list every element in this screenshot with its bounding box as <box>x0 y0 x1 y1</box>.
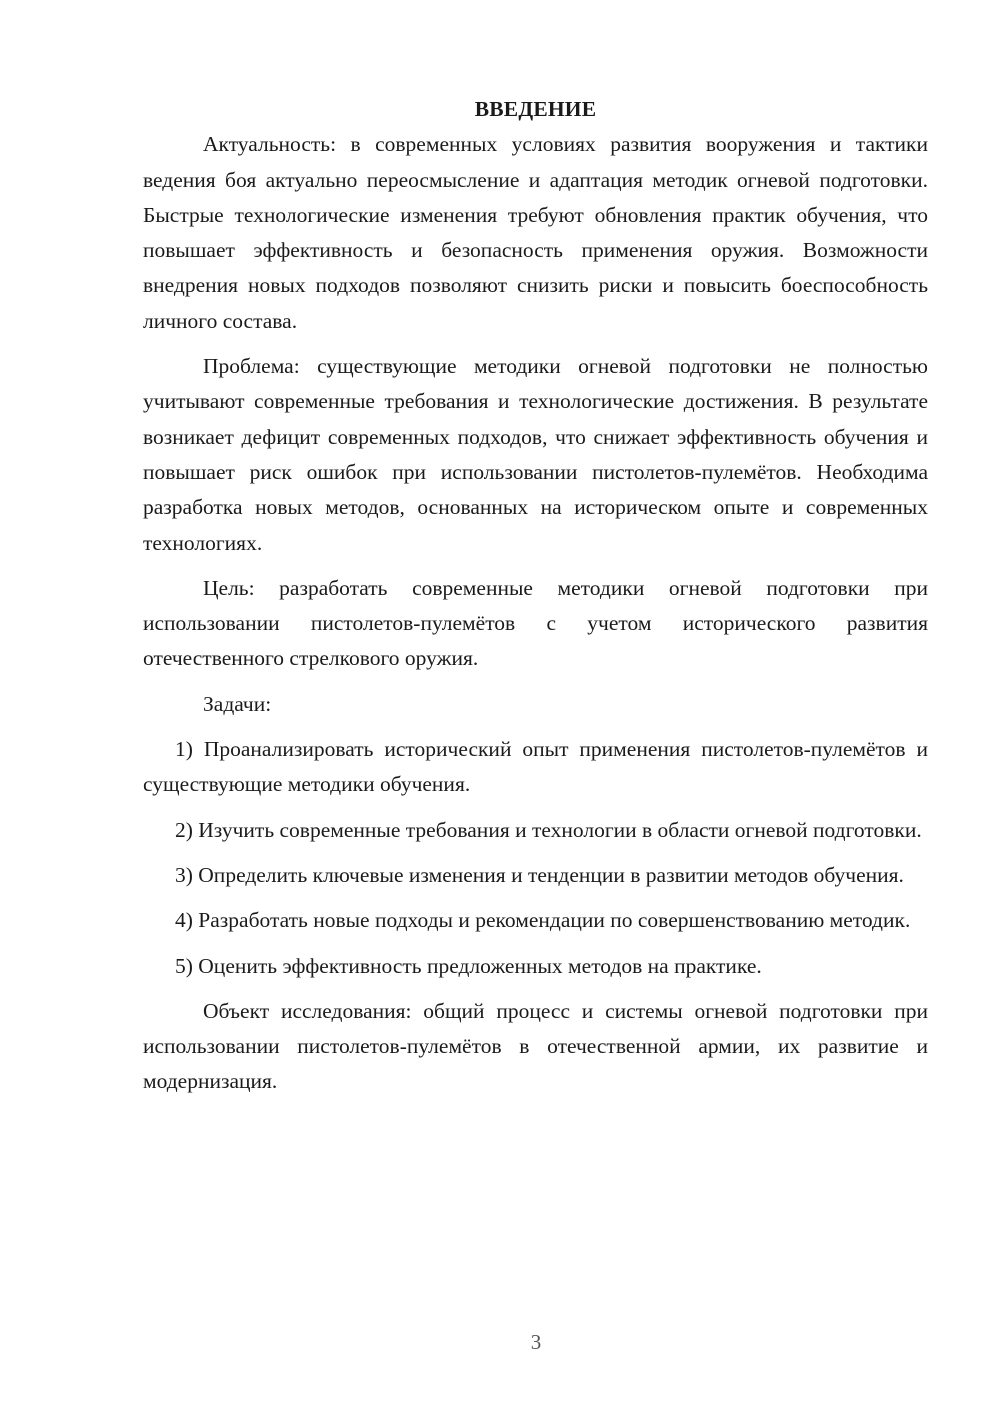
task-item-2: 2) Изучить современные требования и технологии в области огневой подготовки. <box>175 817 922 842</box>
page-number: 3 <box>530 1330 542 1354</box>
task-item-3: 3) Определить ключевые изменения и тенденции в развитии методов обучения. <box>175 862 904 887</box>
paragraph-problem: Проблема: существующие методики огневой подготовки не полностью учитывают современные требования и технологические достижения. В результате возникает дефицит современных подходов, что снижает эффективность обучения и повышает риск ошибок при использовании пистолетов-пулемётов. Необходима разработка новых методов, основанных на историческом опыте и современных технологиях. <box>143 354 928 555</box>
paragraph-tasks-heading: Задачи: <box>203 691 272 716</box>
paragraph-goal: Цель: разработать современные методики огневой подготовки при использовании пистолетов-пулемётов с учетом исторического развития отечественного стрелкового оружия. <box>143 575 928 671</box>
task-item-5: 5) Оценить эффективность предложенных методов на практике. <box>175 953 762 978</box>
paragraph-object: Объект исследования: общий процесс и системы огневой подготовки при использовании пистолетов-пулемётов в отечественной армии, их развитие и модернизация. <box>143 998 928 1094</box>
paragraph-relevance: Актуальность: в современных условиях развития вооружения и тактики ведения боя актуально переосмысление и адаптация методик огневой подготовки. Быстрые технологические изменения требуют обновления практик обучения, что повышает эффективность и безопасность применения оружия. Возможности внедрения новых подходов позволяют снизить риски и повысить боеспособность личного состава. <box>143 132 928 333</box>
section-title: ВВЕДЕНИЕ <box>474 97 597 121</box>
task-item-4: 4) Разработать новые подходы и рекомендации по совершенствованию методик. <box>175 908 911 933</box>
document-page <box>143 92 928 1100</box>
task-item-1: 1) Проанализировать исторический опыт применения пистолетов-пулемётов и существующие методики обучения. <box>143 737 928 797</box>
